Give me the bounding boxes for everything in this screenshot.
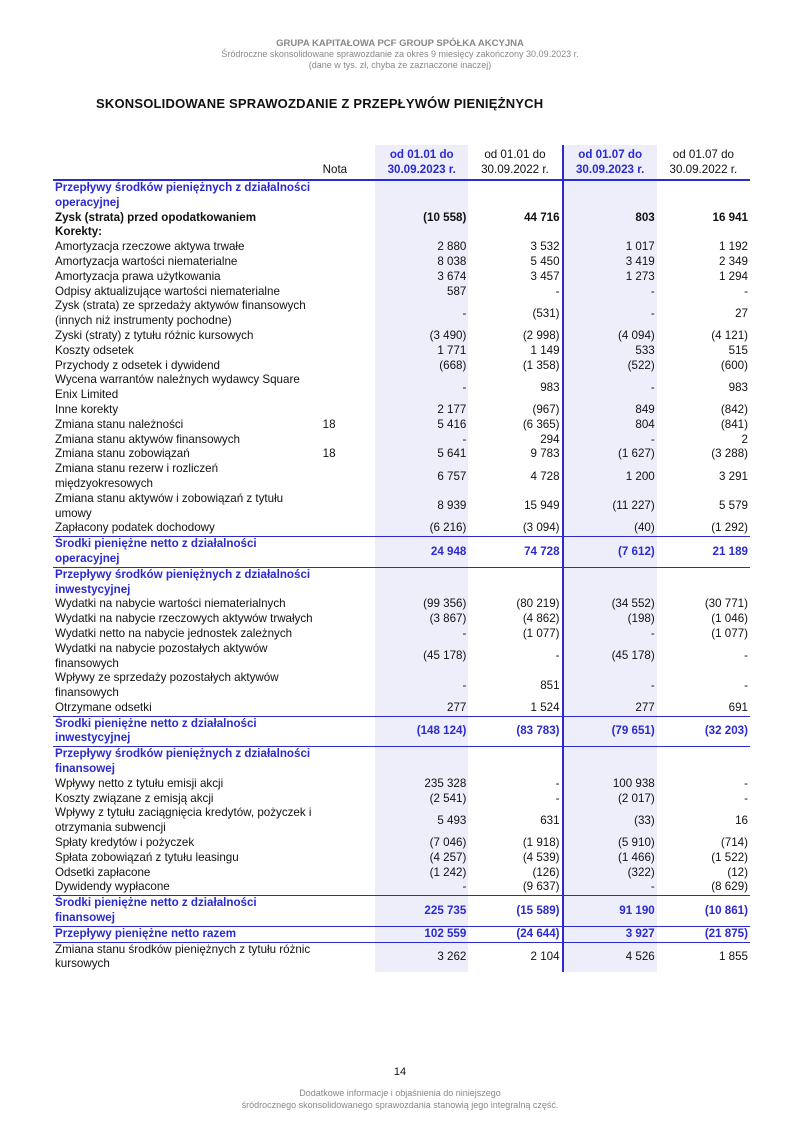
row-label: Zmiana stanu środków pieniężnych z tytułu różnic kursowych <box>55 942 311 971</box>
row-value-col3: (33) <box>563 806 657 836</box>
row-value-col1: (10 558) <box>375 211 468 226</box>
row-value-col4: - <box>744 284 748 298</box>
header-col4: od 01.07 do 30.09.2022 r. <box>669 148 738 177</box>
row-nota <box>318 866 376 881</box>
row-value-col4 <box>657 747 750 777</box>
table-row <box>53 285 750 300</box>
row-value-col2: (1 077) <box>522 626 560 640</box>
row-value-col4 <box>657 225 750 240</box>
row-value-col4: 27 <box>735 306 748 320</box>
row-value-col2 <box>468 180 562 211</box>
header-col2: od 01.01 do 30.09.2022 r. <box>481 148 549 177</box>
cash-flow-table <box>53 145 750 972</box>
row-nota <box>318 373 376 403</box>
report-header <box>0 38 800 71</box>
row-value-col2: 1 524 <box>530 700 560 714</box>
table-row <box>53 942 750 972</box>
row-value-col3: - <box>563 627 657 642</box>
table-row <box>53 567 750 597</box>
row-value-col1: (3 867) <box>375 612 468 627</box>
row-label: Zyski (straty) z tytułu różnic kursowych <box>55 328 254 342</box>
row-value-col2: 983 <box>540 380 560 394</box>
row-value-col4: 2 <box>741 432 748 446</box>
table-row <box>53 344 750 359</box>
row-nota <box>318 747 376 777</box>
row-value-col4: 16 <box>735 813 748 827</box>
row-nota <box>318 492 376 522</box>
row-nota <box>318 880 376 895</box>
row-value-col2: - <box>555 791 560 805</box>
header-nota: Nota <box>322 163 348 177</box>
row-value-col3: 803 <box>563 211 657 226</box>
row-value-col3 <box>563 747 657 777</box>
row-label: Koszty związane z emisją akcji <box>55 791 214 805</box>
row-nota <box>318 701 376 716</box>
row-value-col3: (45 178) <box>563 642 657 672</box>
row-value-col1: (668) <box>375 359 468 374</box>
row-value-col1: 6 757 <box>375 462 468 492</box>
row-value-col4: (8 629) <box>711 880 748 894</box>
table-row <box>53 270 750 285</box>
table-row <box>53 612 750 627</box>
row-nota <box>318 792 376 807</box>
row-value-col4: (30 771) <box>704 597 748 611</box>
row-value-col4: (1 522) <box>711 850 748 864</box>
row-value-col3 <box>563 567 657 597</box>
row-value-col2: (15 589) <box>468 896 562 927</box>
row-value-col4: (1 292) <box>711 521 748 535</box>
row-nota <box>318 240 376 255</box>
row-value-col1: (1 242) <box>375 866 468 881</box>
row-nota <box>318 462 376 492</box>
row-value-col4: (714) <box>720 836 748 850</box>
row-value-col2: (1 358) <box>522 358 560 372</box>
row-value-col2: 851 <box>540 678 560 692</box>
row-value-col4: 1 855 <box>718 950 748 964</box>
row-value-col3: (2 017) <box>563 792 657 807</box>
header-col3: od 01.07 do 30.09.2023 r. <box>563 145 657 180</box>
row-value-col1: 2 177 <box>375 403 468 418</box>
row-value-col4: (12) <box>727 865 748 879</box>
table-row <box>53 701 750 716</box>
row-nota <box>318 180 376 211</box>
row-label: Spłata zobowiązań z tytułu leasingu <box>55 850 239 864</box>
row-value-col4: 515 <box>728 343 748 357</box>
row-value-col1: 5 416 <box>375 418 468 433</box>
table-row <box>53 299 750 329</box>
row-value-col3: 100 938 <box>563 777 657 792</box>
row-nota <box>318 926 376 942</box>
row-nota <box>318 567 376 597</box>
table-row <box>53 627 750 642</box>
row-label: Środki pieniężne netto z działalności finansowej <box>53 896 318 927</box>
row-value-col2: 2 104 <box>530 950 560 964</box>
row-value-col1: 5 493 <box>375 806 468 836</box>
row-value-col4: (21 875) <box>657 926 750 942</box>
row-value-col3: (5 910) <box>563 836 657 851</box>
row-value-col1: 235 328 <box>375 777 468 792</box>
row-nota <box>318 521 376 536</box>
row-label: Wycena warrantów należnych wydawcy Square Enix Limited <box>55 373 300 402</box>
row-value-col2: 631 <box>540 813 560 827</box>
row-value-col2: (83 783) <box>468 716 562 747</box>
row-value-col3: (322) <box>563 866 657 881</box>
page-title: SKONSOLIDOWANE SPRAWOZDANIE Z PRZEPŁYWÓW PIENIĘŻNYCH <box>96 96 544 111</box>
row-value-col2: - <box>555 649 560 663</box>
row-label: Zmiana stanu aktywów i zobowiązań z tytułu umowy <box>55 491 284 520</box>
table-row <box>53 792 750 807</box>
row-value-col4: (3 288) <box>711 447 748 461</box>
row-value-col1 <box>375 180 468 211</box>
row-value-col2: (6 365) <box>522 417 560 431</box>
row-value-col2 <box>468 225 562 240</box>
row-label: Przychody z odsetek i dywidend <box>55 358 220 372</box>
row-label: Przepływy środków pieniężnych z działalności operacyjnej <box>55 181 311 209</box>
row-value-col4: (842) <box>720 402 748 416</box>
row-value-col2: 74 728 <box>468 537 562 568</box>
table-row <box>53 403 750 418</box>
row-value-col1: 277 <box>375 701 468 716</box>
row-value-col3 <box>563 180 657 211</box>
row-value-col4 <box>657 567 750 597</box>
row-value-col4: 2 349 <box>718 254 748 268</box>
row-value-col1: (148 124) <box>375 716 468 747</box>
row-value-col2: (126) <box>532 865 560 879</box>
row-value-col4 <box>657 180 750 211</box>
row-nota <box>318 211 376 226</box>
table-row <box>53 180 750 211</box>
row-value-col4: - <box>744 776 748 790</box>
row-label: Wpływy netto z tytułu emisji akcji <box>55 776 224 790</box>
footer-note: Dodatkowe informacje i objaśnienia do niniejszego śródrocznego skonsolidowanego sprawozdania stanowią jego integralną część. <box>241 1088 559 1110</box>
row-label: Odsetki zapłacone <box>55 865 151 879</box>
row-value-col1: (3 490) <box>375 329 468 344</box>
company-name: GRUPA KAPITAŁOWA PCF GROUP SPÓŁKA AKCYJNA <box>276 38 524 49</box>
row-label: Wydatki na nabycie pozostałych aktywów finansowych <box>55 641 268 670</box>
row-value-col2: 44 716 <box>524 210 560 224</box>
row-value-col2: (3 094) <box>522 521 560 535</box>
row-nota <box>318 836 376 851</box>
table-row <box>53 373 750 403</box>
table-row <box>53 926 750 942</box>
row-value-col1 <box>375 747 468 777</box>
row-value-col3: (522) <box>563 359 657 374</box>
row-label: Wpływy z tytułu zaciągnięcia kredytów, pożyczek i otrzymania subwencji <box>55 806 312 835</box>
row-value-col1: 102 559 <box>375 926 468 942</box>
row-nota <box>318 642 376 672</box>
row-value-col3: 91 190 <box>563 896 657 927</box>
row-value-col1: 24 948 <box>375 537 468 568</box>
row-nota <box>318 433 376 448</box>
row-value-col4: (4 121) <box>711 328 748 342</box>
row-value-col1: (2 541) <box>375 792 468 807</box>
row-value-col1: - <box>375 433 468 448</box>
row-value-col2: 3 457 <box>530 269 560 283</box>
table-row <box>53 433 750 448</box>
row-value-col3: 3 927 <box>563 926 657 942</box>
table-row <box>53 211 750 226</box>
row-nota <box>318 671 376 701</box>
row-value-col1: 3 262 <box>375 942 468 972</box>
row-label: Inne korekty <box>55 402 119 416</box>
row-value-col1: 2 880 <box>375 240 468 255</box>
row-nota <box>318 270 376 285</box>
row-nota <box>318 537 376 568</box>
row-value-col3: 4 526 <box>563 942 657 972</box>
row-value-col2: 5 450 <box>530 254 560 268</box>
row-value-col4: - <box>744 678 748 692</box>
table-row <box>53 671 750 701</box>
row-value-col1: 1 771 <box>375 344 468 359</box>
row-nota <box>318 285 376 300</box>
row-label: Zmiana stanu zobowiązań <box>55 447 190 461</box>
row-value-col1 <box>375 225 468 240</box>
row-value-col2: 4 728 <box>530 469 560 483</box>
table-row <box>53 359 750 374</box>
row-label: Otrzymane odsetki <box>55 700 152 714</box>
table-row <box>53 880 750 895</box>
row-value-col4: (10 861) <box>657 896 750 927</box>
row-value-col1: (4 257) <box>375 851 468 866</box>
row-value-col1: 5 641 <box>375 447 468 462</box>
row-value-col3: (1 466) <box>563 851 657 866</box>
table-row <box>53 851 750 866</box>
row-value-col3: 1 273 <box>563 270 657 285</box>
row-nota <box>318 329 376 344</box>
row-label: Wydatki na nabycie wartości niematerialnych <box>55 597 286 611</box>
row-value-col2: (24 644) <box>468 926 562 942</box>
row-label: Wydatki na nabycie rzeczowych aktywów trwałych <box>55 612 313 626</box>
row-value-col4: 983 <box>728 380 748 394</box>
row-value-col2: (2 998) <box>522 328 560 342</box>
row-nota <box>318 627 376 642</box>
row-nota <box>318 597 376 612</box>
row-value-col1: (99 356) <box>375 597 468 612</box>
table-row <box>53 597 750 612</box>
row-label: Amortyzacja wartości niematerialne <box>55 254 238 268</box>
row-value-col4: 1 192 <box>718 240 748 254</box>
row-nota <box>318 851 376 866</box>
row-value-col3: (79 651) <box>563 716 657 747</box>
row-value-col3: (4 094) <box>563 329 657 344</box>
row-value-col4: (600) <box>720 358 748 372</box>
row-value-col3: (11 227) <box>563 492 657 522</box>
row-value-col3: - <box>563 299 657 329</box>
row-label: Odpisy aktualizujące wartości niematerialne <box>55 284 280 298</box>
row-value-col3: 277 <box>563 701 657 716</box>
row-label: Zmiana stanu należności <box>55 417 184 431</box>
row-value-col4: 691 <box>728 700 748 714</box>
row-value-col3: (1 627) <box>563 447 657 462</box>
table-row <box>53 806 750 836</box>
row-value-col2: (1 918) <box>522 836 560 850</box>
row-value-col1: (7 046) <box>375 836 468 851</box>
row-value-col3: - <box>563 880 657 895</box>
row-value-col2: (4 862) <box>522 612 560 626</box>
row-label: Przepływy środków pieniężnych z działalności finansowej <box>55 747 311 776</box>
row-value-col3: 3 419 <box>563 255 657 270</box>
table-row <box>53 255 750 270</box>
row-value-col3: (198) <box>563 612 657 627</box>
row-label: Dywidendy wypłacone <box>55 880 170 894</box>
row-value-col2 <box>468 747 562 777</box>
row-value-col3: 533 <box>563 344 657 359</box>
header-col1: od 01.01 do 30.09.2023 r. <box>375 145 468 180</box>
row-nota <box>318 806 376 836</box>
row-value-col3: (7 612) <box>563 537 657 568</box>
row-value-col1: - <box>375 880 468 895</box>
row-label: Zapłacony podatek dochodowy <box>55 521 215 535</box>
row-value-col2: (967) <box>532 402 560 416</box>
row-value-col2: 15 949 <box>524 499 560 513</box>
row-label: Zmiana stanu rezerw i rozliczeń międzyokresowych <box>55 462 219 490</box>
row-value-col4: (32 203) <box>657 716 750 747</box>
row-nota <box>318 255 376 270</box>
row-label: Amortyzacja rzeczowe aktywa trwałe <box>55 240 245 254</box>
row-value-col1: 8 038 <box>375 255 468 270</box>
table-row <box>53 777 750 792</box>
row-value-col2: (9 637) <box>522 880 560 894</box>
row-value-col1: - <box>375 627 468 642</box>
row-nota: 18 <box>322 417 336 431</box>
table-row <box>53 492 750 522</box>
row-nota <box>318 777 376 792</box>
row-label: Zysk (strata) przed opodatkowaniem <box>55 210 256 224</box>
row-value-col2: 1 149 <box>530 343 560 357</box>
table-row <box>53 329 750 344</box>
table-row <box>53 447 750 462</box>
row-nota: 18 <box>322 447 336 461</box>
table-row <box>53 716 750 747</box>
row-value-col2: 9 783 <box>530 447 560 461</box>
row-value-col1: (6 216) <box>375 521 468 536</box>
row-nota <box>318 896 376 927</box>
row-value-col1: 3 674 <box>375 270 468 285</box>
row-value-col3: - <box>563 373 657 403</box>
row-nota <box>318 403 376 418</box>
row-value-col3: 849 <box>563 403 657 418</box>
row-value-col3 <box>563 225 657 240</box>
row-label: Spłaty kredytów i pożyczek <box>55 836 195 850</box>
row-value-col4: - <box>744 649 748 663</box>
page-number: 14 <box>393 1066 407 1078</box>
table-header-row <box>53 145 750 180</box>
table-row <box>53 418 750 433</box>
row-value-col1: (45 178) <box>375 642 468 672</box>
row-nota <box>318 299 376 329</box>
row-label: Koszty odsetek <box>55 343 134 357</box>
table-row <box>53 836 750 851</box>
row-value-col1: 8 939 <box>375 492 468 522</box>
row-value-col4: - <box>744 791 748 805</box>
row-nota <box>318 716 376 747</box>
row-label: Środki pieniężne netto z działalności inwestycyjnej <box>53 716 318 747</box>
row-label: Wydatki netto na nabycie jednostek zależnych <box>55 626 293 640</box>
row-value-col4: 5 579 <box>718 499 748 513</box>
row-nota <box>318 359 376 374</box>
table-row <box>53 462 750 492</box>
row-value-col4: (1 077) <box>711 626 748 640</box>
row-nota <box>318 225 376 240</box>
row-label: Amortyzacja prawa użytkowania <box>55 269 221 283</box>
row-value-col3: (40) <box>563 521 657 536</box>
table-row <box>53 521 750 536</box>
row-label: Środki pieniężne netto z działalności operacyjnej <box>53 537 318 568</box>
row-nota <box>318 942 376 972</box>
row-value-col2: 3 532 <box>530 240 560 254</box>
row-value-col3: 1 017 <box>563 240 657 255</box>
row-value-col1: - <box>375 373 468 403</box>
row-value-col3: (34 552) <box>563 597 657 612</box>
row-nota <box>318 344 376 359</box>
row-value-col2 <box>468 567 562 597</box>
row-label: Zmiana stanu aktywów finansowych <box>55 432 240 446</box>
row-value-col2: (4 539) <box>522 850 560 864</box>
row-value-col2: - <box>555 776 560 790</box>
units-note: (dane w tys. zł, chyba że zaznaczone inaczej) <box>308 60 492 70</box>
row-label: Przepływy pieniężne netto razem <box>53 926 318 942</box>
row-value-col4: (1 046) <box>711 612 748 626</box>
row-value-col3: - <box>563 285 657 300</box>
row-label: Korekty: <box>55 225 103 239</box>
report-subtitle: Śródroczne skonsolidowane sprawozdanie za okres 9 miesięcy zakończony 30.09.2023 r. <box>221 49 579 59</box>
row-value-col1: - <box>375 671 468 701</box>
row-value-col3: - <box>563 671 657 701</box>
row-label: Zysk (strata) ze sprzedaży aktywów finansowych (innych niż instrumenty pochodne) <box>55 299 306 328</box>
row-value-col4: (841) <box>720 417 748 431</box>
row-value-col4: 16 941 <box>712 210 748 224</box>
table-row <box>53 896 750 927</box>
row-value-col4: 3 291 <box>718 469 748 483</box>
table-row <box>53 642 750 672</box>
row-value-col1 <box>375 567 468 597</box>
row-label: Wpływy ze sprzedaży pozostałych aktywów finansowych <box>55 671 279 700</box>
row-value-col4: 1 294 <box>718 269 748 283</box>
row-value-col1: 587 <box>375 285 468 300</box>
row-value-col2: 294 <box>540 432 560 446</box>
row-nota <box>318 612 376 627</box>
table-row <box>53 747 750 777</box>
row-value-col4: 21 189 <box>657 537 750 568</box>
row-value-col2: (80 219) <box>516 597 560 611</box>
table-row <box>53 866 750 881</box>
row-value-col2: - <box>555 284 560 298</box>
row-label: Przepływy środków pieniężnych z działalności inwestycyjnej <box>55 567 311 596</box>
table-row <box>53 537 750 568</box>
row-value-col3: 804 <box>563 418 657 433</box>
row-value-col3: 1 200 <box>563 462 657 492</box>
row-value-col2: (531) <box>532 306 560 320</box>
table-row <box>53 225 750 240</box>
row-value-col1: 225 735 <box>375 896 468 927</box>
row-value-col3: - <box>563 433 657 448</box>
row-value-col1: - <box>375 299 468 329</box>
table-row <box>53 240 750 255</box>
